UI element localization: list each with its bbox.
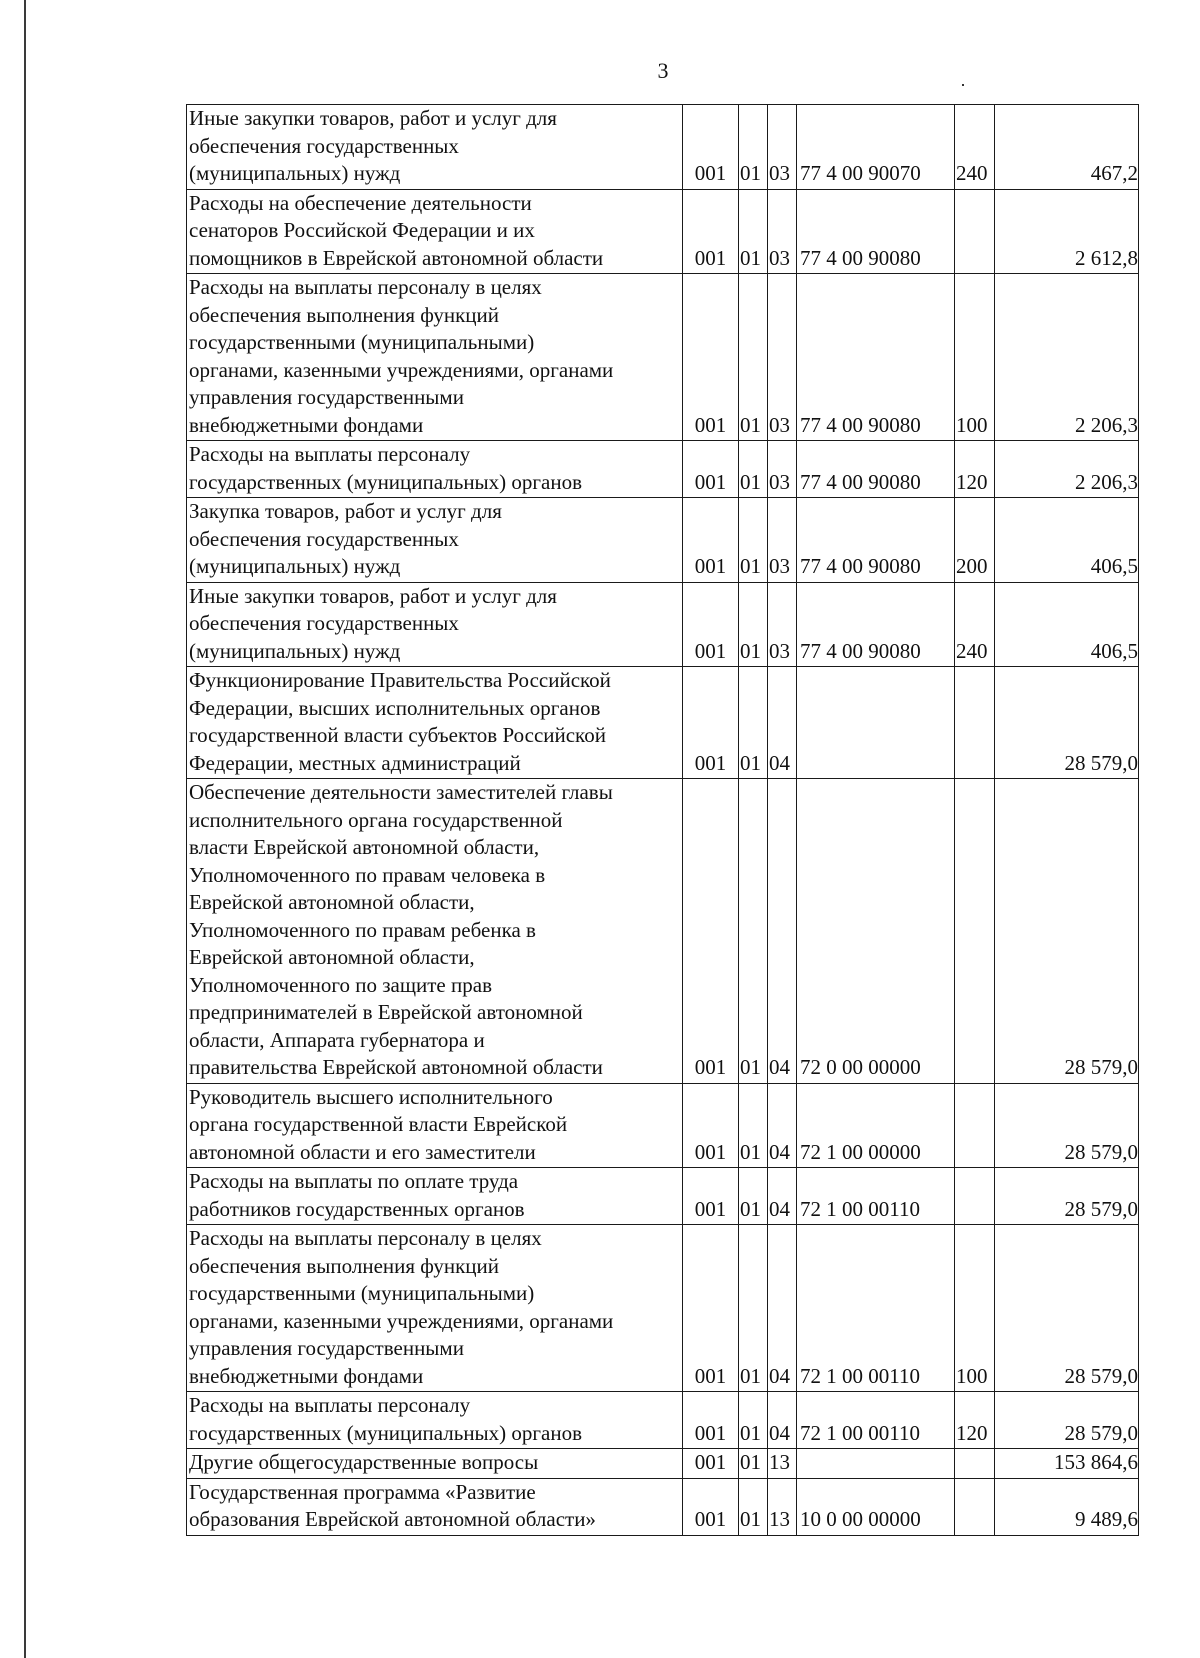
- scan-speck: [962, 84, 964, 86]
- target-article-cell: 77 4 00 90080: [797, 441, 955, 498]
- expense-name-line: работников государственных органов: [189, 1196, 525, 1221]
- expense-name-line: Федерации, местных администраций: [189, 750, 521, 775]
- expense-name-line: правительства Еврейской автономной области: [189, 1055, 603, 1079]
- department-code-cell: 001: [683, 1083, 739, 1168]
- table-row: [187, 1225, 1139, 1392]
- expense-name-line: Еврейской автономной области,: [189, 945, 475, 969]
- amount-cell: 9 489,6: [995, 1478, 1139, 1535]
- target-article-cell: [797, 1449, 955, 1479]
- expense-type-cell: 200: [955, 498, 995, 583]
- target-article-cell: 77 4 00 90080: [797, 274, 955, 441]
- section-code-cell: 01: [739, 1392, 768, 1449]
- expense-type-cell: [955, 779, 995, 1084]
- expense-name-cell: [187, 1083, 683, 1168]
- expense-name-line: Функционирование Правительства Российской: [189, 668, 611, 692]
- subsection-code-cell: 03: [768, 441, 797, 498]
- target-article-cell: [797, 667, 955, 779]
- target-article-cell: 77 4 00 90080: [797, 582, 955, 667]
- target-article-cell: 72 1 00 00110: [797, 1168, 955, 1225]
- expense-name-line: Закупка товаров, работ и услуг для: [189, 499, 502, 523]
- subsection-code-cell: 03: [768, 189, 797, 274]
- expense-type-cell: 240: [955, 105, 995, 190]
- expense-name-line: Еврейской автономной области,: [189, 890, 475, 914]
- expense-type-cell: 240: [955, 582, 995, 667]
- section-code-cell: 01: [739, 667, 768, 779]
- section-code-cell: 01: [739, 1083, 768, 1168]
- section-code-cell: 01: [739, 1225, 768, 1392]
- amount-cell: 153 864,6: [995, 1449, 1139, 1479]
- expense-name-line: исполнительного органа государственной: [189, 807, 563, 832]
- expense-type-cell: [955, 1478, 995, 1535]
- expense-name-cell: [187, 105, 683, 190]
- expense-type-cell: [955, 1168, 995, 1225]
- target-article-cell: 72 1 00 00000: [797, 1083, 955, 1168]
- department-code-cell: 001: [683, 105, 739, 190]
- expense-name-line: Уполномоченного по правам ребенка в: [189, 917, 536, 942]
- expense-name-cell: [187, 1225, 683, 1392]
- section-code-cell: 01: [739, 1449, 768, 1479]
- expense-name-line: обеспечения государственных: [189, 526, 459, 551]
- expense-name-line: власти Еврейской автономной области,: [189, 835, 540, 859]
- table-row: [187, 1449, 1139, 1479]
- target-article-cell: 72 1 00 00110: [797, 1225, 955, 1392]
- section-code-cell: 01: [739, 441, 768, 498]
- expense-name-line: органами, казенными учреждениями, органами: [189, 1308, 614, 1333]
- expense-type-cell: 120: [955, 1392, 995, 1449]
- subsection-code-cell: 04: [768, 1168, 797, 1225]
- table-row: [187, 498, 1139, 583]
- expense-name-line: внебюджетными фондами: [189, 412, 424, 437]
- expense-name-cell: [187, 1478, 683, 1535]
- section-code-cell: 01: [739, 1168, 768, 1225]
- subsection-code-cell: 04: [768, 1083, 797, 1168]
- expense-name-cell: [187, 582, 683, 667]
- expense-name-line: государственных (муниципальных) органов: [189, 469, 583, 494]
- expense-name-line: Федерации, высших исполнительных органов: [189, 695, 601, 720]
- table-row: [187, 779, 1139, 1084]
- expense-name-line: обеспечения выполнения функций: [189, 1253, 500, 1278]
- section-code-cell: 01: [739, 189, 768, 274]
- department-code-cell: 001: [683, 189, 739, 274]
- department-code-cell: 001: [683, 1225, 739, 1392]
- table-row: [187, 1478, 1139, 1535]
- expense-name-cell: [187, 779, 683, 1084]
- amount-cell: 28 579,0: [995, 1168, 1139, 1225]
- expense-name-line: Другие общегосударственные вопросы: [189, 1450, 539, 1474]
- expense-type-cell: 120: [955, 441, 995, 498]
- expense-name-line: Расходы на выплаты по оплате труда: [189, 1169, 519, 1193]
- expense-name-line: (муниципальных) нужд: [189, 638, 401, 663]
- expense-name-line: сенаторов Российской Федерации и их: [189, 218, 535, 242]
- expense-name-line: (муниципальных) нужд: [189, 554, 401, 578]
- table-row: [187, 1083, 1139, 1168]
- expense-name-cell: [187, 1392, 683, 1449]
- budget-table: [186, 104, 1139, 1536]
- expense-name-line: обеспечения государственных: [189, 611, 459, 635]
- expense-name-line: Уполномоченного по правам человека в: [189, 862, 546, 887]
- department-code-cell: 001: [683, 667, 739, 779]
- subsection-code-cell: 04: [768, 1392, 797, 1449]
- expense-name-cell: [187, 189, 683, 274]
- amount-cell: 406,5: [995, 498, 1139, 583]
- department-code-cell: 001: [683, 1449, 739, 1479]
- page-number: 3: [657, 58, 669, 83]
- expense-name-line: Иные закупки товаров, работ и услуг для: [189, 106, 557, 130]
- expense-name-line: обеспечения выполнения функций: [189, 302, 500, 327]
- expense-type-cell: [955, 1449, 995, 1479]
- amount-cell: 28 579,0: [995, 779, 1139, 1084]
- table-row: [187, 441, 1139, 498]
- section-code-cell: 01: [739, 105, 768, 190]
- expense-name-line: помощников в Еврейской автономной области: [189, 245, 604, 270]
- expense-name-line: Расходы на выплаты персоналу: [189, 1393, 471, 1417]
- expense-name-line: Руководитель высшего исполнительного: [189, 1084, 553, 1109]
- table-row: [187, 274, 1139, 441]
- subsection-code-cell: 04: [768, 1225, 797, 1392]
- amount-cell: 28 579,0: [995, 667, 1139, 779]
- target-article-cell: 72 0 00 00000: [797, 779, 955, 1084]
- table-row: [187, 1168, 1139, 1225]
- expense-name-line: органа государственной власти Еврейской: [189, 1112, 568, 1136]
- section-code-cell: 01: [739, 779, 768, 1084]
- expense-type-cell: 100: [955, 1225, 995, 1392]
- binding-edge-line: [24, 0, 26, 1658]
- target-article-cell: 72 1 00 00110: [797, 1392, 955, 1449]
- expense-name-cell: [187, 274, 683, 441]
- department-code-cell: 001: [683, 274, 739, 441]
- amount-cell: 2 206,3: [995, 441, 1139, 498]
- expense-name-line: Расходы на выплаты персоналу: [189, 442, 471, 466]
- expense-name-line: Расходы на обеспечение деятельности: [189, 190, 532, 215]
- expense-name-line: области, Аппарата губернатора и: [189, 1027, 485, 1052]
- expense-name-line: обеспечения государственных: [189, 133, 459, 158]
- target-article-cell: 77 4 00 90080: [797, 498, 955, 583]
- expense-name-cell: [187, 1449, 683, 1479]
- department-code-cell: 001: [683, 779, 739, 1084]
- expense-type-cell: [955, 667, 995, 779]
- section-code-cell: 01: [739, 274, 768, 441]
- department-code-cell: 001: [683, 582, 739, 667]
- amount-cell: 406,5: [995, 582, 1139, 667]
- expense-name-line: внебюджетными фондами: [189, 1363, 424, 1388]
- expense-name-cell: [187, 498, 683, 583]
- expense-name-line: государственной власти субъектов Российской: [189, 723, 606, 747]
- expense-name-line: Расходы на выплаты персоналу в целях: [189, 275, 542, 299]
- expense-name-line: образования Еврейской автономной области»: [189, 1507, 596, 1531]
- expense-name-line: государственных (муниципальных) органов: [189, 1420, 583, 1445]
- expense-name-line: Иные закупки товаров, работ и услуг для: [189, 583, 557, 608]
- subsection-code-cell: 13: [768, 1478, 797, 1535]
- table-row: [187, 582, 1139, 667]
- section-code-cell: 01: [739, 498, 768, 583]
- department-code-cell: 001: [683, 498, 739, 583]
- budget-table-body: [187, 105, 1139, 1536]
- target-article-cell: 77 4 00 90080: [797, 189, 955, 274]
- table-row: [187, 667, 1139, 779]
- subsection-code-cell: 03: [768, 274, 797, 441]
- expense-name-line: автономной области и его заместители: [189, 1139, 536, 1164]
- department-code-cell: 001: [683, 1478, 739, 1535]
- amount-cell: 2 612,8: [995, 189, 1139, 274]
- department-code-cell: 001: [683, 441, 739, 498]
- table-row: [187, 189, 1139, 274]
- expense-name-cell: [187, 1168, 683, 1225]
- section-code-cell: 01: [739, 582, 768, 667]
- section-code-cell: 01: [739, 1478, 768, 1535]
- expense-name-line: предпринимателей в Еврейской автономной: [189, 1000, 583, 1024]
- subsection-code-cell: 03: [768, 582, 797, 667]
- expense-name-line: Обеспечение деятельности заместителей главы: [189, 780, 613, 804]
- subsection-code-cell: 04: [768, 667, 797, 779]
- subsection-code-cell: 03: [768, 105, 797, 190]
- target-article-cell: 10 0 00 00000: [797, 1478, 955, 1535]
- amount-cell: 28 579,0: [995, 1392, 1139, 1449]
- expense-name-line: государственными (муниципальными): [189, 330, 535, 354]
- amount-cell: 28 579,0: [995, 1225, 1139, 1392]
- expense-name-line: государственными (муниципальными): [189, 1281, 535, 1305]
- expense-name-line: управления государственными: [189, 1336, 464, 1360]
- expense-name-line: Расходы на выплаты персоналу в целях: [189, 1226, 542, 1250]
- table-row: [187, 105, 1139, 190]
- amount-cell: 467,2: [995, 105, 1139, 190]
- subsection-code-cell: 13: [768, 1449, 797, 1479]
- expense-name-line: управления государственными: [189, 385, 464, 409]
- expense-name-line: Уполномоченного по защите прав: [189, 972, 492, 997]
- expense-name-line: Государственная программа «Развитие: [189, 1479, 536, 1504]
- amount-cell: 28 579,0: [995, 1083, 1139, 1168]
- amount-cell: 2 206,3: [995, 274, 1139, 441]
- expense-type-cell: 100: [955, 274, 995, 441]
- expense-name-cell: [187, 441, 683, 498]
- department-code-cell: 001: [683, 1392, 739, 1449]
- subsection-code-cell: 04: [768, 779, 797, 1084]
- target-article-cell: 77 4 00 90070: [797, 105, 955, 190]
- expense-name-line: органами, казенными учреждениями, органами: [189, 357, 614, 382]
- expense-type-cell: [955, 189, 995, 274]
- expense-name-cell: [187, 667, 683, 779]
- subsection-code-cell: 03: [768, 498, 797, 583]
- expense-name-line: (муниципальных) нужд: [189, 161, 401, 185]
- expense-type-cell: [955, 1083, 995, 1168]
- department-code-cell: 001: [683, 1168, 739, 1225]
- table-row: [187, 1392, 1139, 1449]
